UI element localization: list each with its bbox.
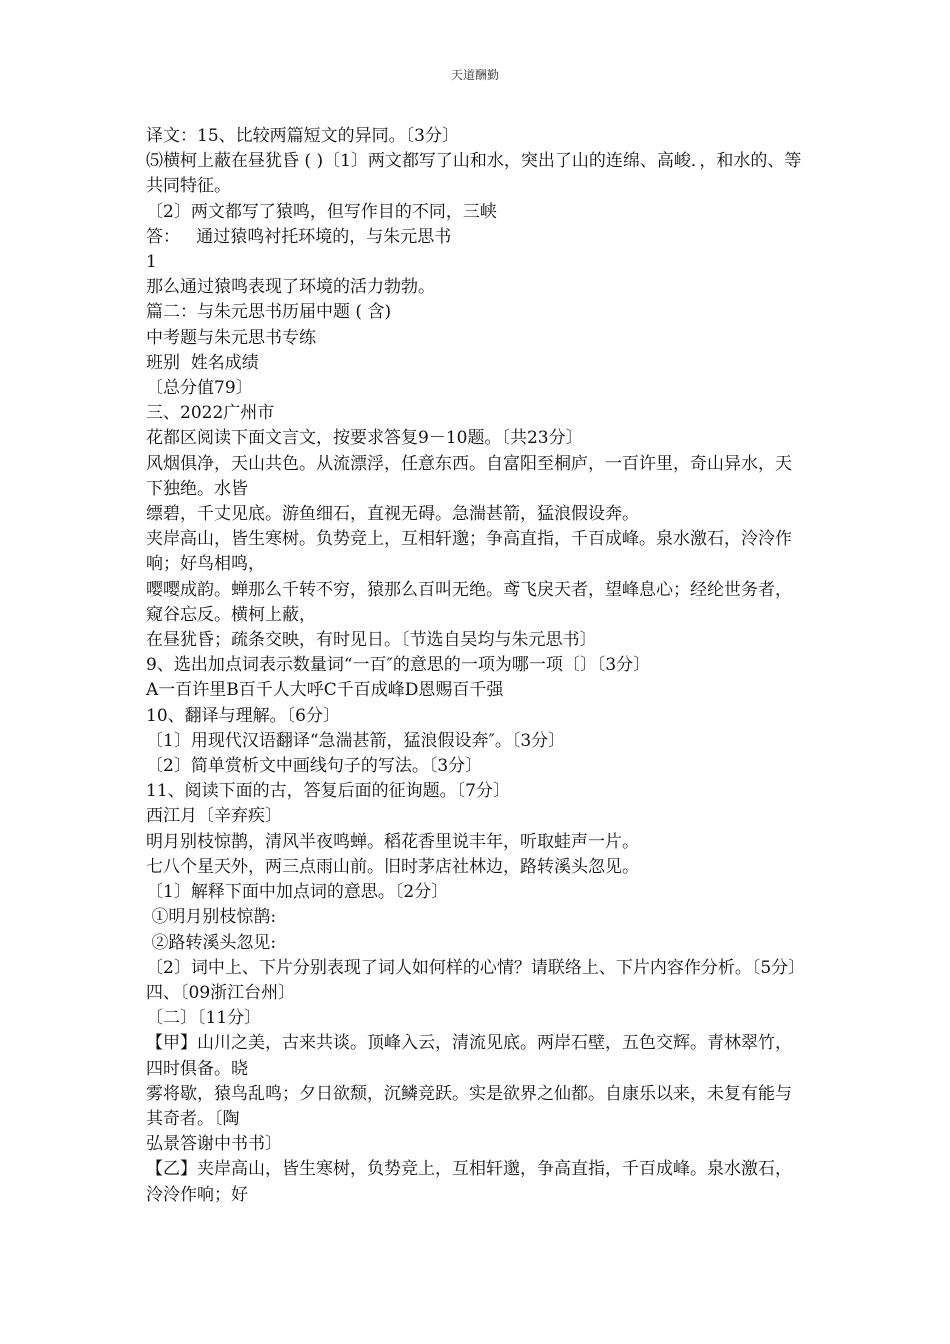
page-header: 天道酬勤 xyxy=(450,68,499,82)
section-heading: 篇二：与朱元思书历届中题 ( 含) xyxy=(146,302,392,323)
passage-line: 嘤嘤成韵。蝉那么千转不穷，猿那么百叫无绝。鸢飞戾天者，望峰息心；经纶世务者，窥谷忘反。横柯上蔽， xyxy=(146,579,792,625)
question-line: 10、翻译与理解。〔6分〕 xyxy=(146,705,340,726)
text-line: 那么通过猿鸣表现了环境的活力勃勃。 xyxy=(146,277,435,298)
passage-line: 风烟俱净，天山共色。从流漂浮，任意东西。自富阳至桐庐，一百许里，奇山异水，天下独绝。水皆 xyxy=(146,453,792,499)
question-line: 11、阅读下面的古，答复后面的征询题。〔7分〕 xyxy=(146,781,510,802)
section-heading: 三、2022广州市 xyxy=(146,403,275,424)
text-line: 答： 通过猿鸣衬托环境的，与朱元思书 xyxy=(146,226,452,247)
passage-line: 在昼犹昏；疏条交映，有时见日。〔节选自吴均与朱元思书〕 xyxy=(146,630,597,651)
poem-line: 七八个星天外，两三点雨山前。旧时茅店社林边，路转溪头忽见。 xyxy=(146,856,639,877)
text-line: 译文：15、比较两篇短文的异同。〔3分〕 xyxy=(146,126,459,146)
text-line: 1 xyxy=(146,252,157,273)
poem-title: 西江月〔辛弃疾〕 xyxy=(146,806,282,827)
passage-line: 缥碧，千丈见底。游鱼细石，直视无碍。急湍甚箭，猛浪假设奔。 xyxy=(146,504,639,525)
question-line: 〔2〕词中上、下片分别表现了词人如何样的心情？请联络上、下片内容作分析。〔5分〕 xyxy=(146,957,806,978)
text-line: 花都区阅读下面文言文，按要求答复9－10题。〔共23分〕 xyxy=(146,428,583,449)
text-line: 中考题与朱元思书专练 xyxy=(146,327,316,348)
passage-line: 【乙】夹岸高山，皆生寒树，负势竞上，互相轩邈，争高直指，千百成峰。泉水激石，泠泠作响；好 xyxy=(146,1159,792,1205)
passage-line: 【甲】山川之美，古来共谈。顶峰入云，清流见底。两岸石壁，五色交辉。青林翠竹，四时俱备。晓 xyxy=(146,1033,792,1079)
text-line: 〔总分值79〕 xyxy=(146,378,253,399)
question-line: 〔2〕简单赏析文中画线句子的写法。〔3分〕 xyxy=(146,756,483,777)
passage-line: 弘景答谢中书书〕 xyxy=(146,1134,282,1155)
passage-line: 夹岸高山，皆生寒树。负势竞上，互相轩邈；争高直指，千百成峰。泉水激石，泠泠作响；好鸟相鸣， xyxy=(146,529,792,575)
question-line: 〔1〕解释下面中加点词的意思。〔2分〕 xyxy=(146,882,449,903)
text-line: 班别 姓名成绩 xyxy=(146,352,259,373)
section-heading: 四、〔09浙江台州〕 xyxy=(146,982,296,1003)
passage-line: 雾将歇，猿鸟乱鸣；夕日欲颓，沉鳞竞跃。实是欲界之仙都。自康乐以来，未复有能与其奇者。〔陶 xyxy=(146,1083,792,1129)
question-line: ②路转溪头忽见: xyxy=(146,932,277,953)
document-body xyxy=(146,124,806,1208)
text-line: 〔2〕两文都写了猿鸣，但写作目的不同，三峡 xyxy=(146,201,497,222)
question-options: A一百许里B百千人大呼C千百成峰D恩赐百千强 xyxy=(146,680,504,701)
text-line: ⑸横柯上蔽在昼犹昏 ( )〔1〕两文都写了山和水，突出了山的连绵、高峻．，和水的、等共同特征。 xyxy=(146,151,802,197)
question-line: 9、选出加点词表示数量词“一百″的意思的一项为哪一项〔〕〔3分〕 xyxy=(146,655,651,676)
question-line: 〔1〕用现代汉语翻译“急湍甚箭，猛浪假设奔″。〔3分〕 xyxy=(146,730,566,751)
text-line: 〔二〕〔11分〕 xyxy=(146,1008,262,1029)
poem-line: 明月别枝惊鹊，清风半夜鸣蝉。稻花香里说丰年，听取蛙声一片。 xyxy=(146,831,639,852)
question-line: ①明月别枝惊鹊: xyxy=(146,907,277,928)
